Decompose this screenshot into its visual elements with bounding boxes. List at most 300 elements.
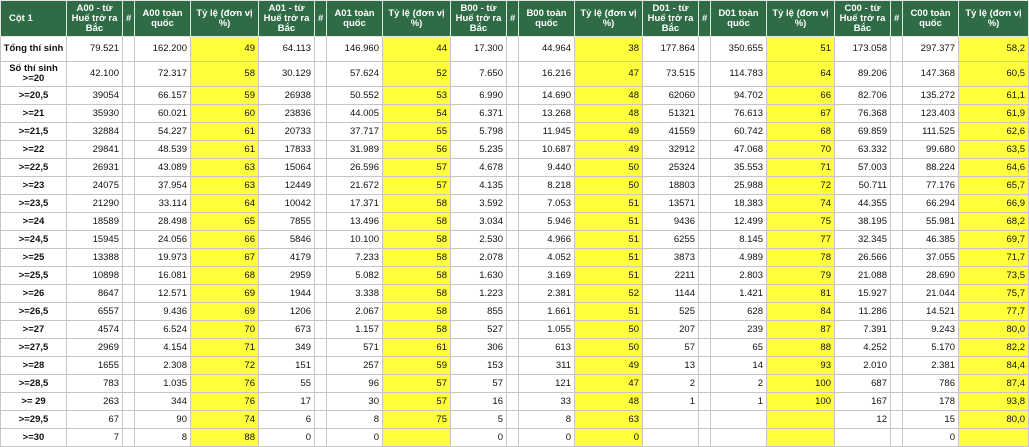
table-cell[interactable] <box>123 393 135 411</box>
table-cell[interactable]: 24075 <box>67 177 123 195</box>
table-cell[interactable] <box>699 285 711 303</box>
table-cell[interactable]: 5.170 <box>903 339 959 357</box>
percent-cell[interactable]: 50 <box>575 321 643 339</box>
table-cell[interactable]: 7.650 <box>451 62 507 87</box>
table-cell[interactable] <box>315 195 327 213</box>
table-cell[interactable]: 10898 <box>67 267 123 285</box>
table-cell[interactable]: 3.169 <box>519 267 575 285</box>
table-cell[interactable] <box>315 231 327 249</box>
table-cell[interactable] <box>699 411 711 429</box>
table-cell[interactable]: 1944 <box>259 285 315 303</box>
table-cell[interactable] <box>699 87 711 105</box>
table-cell[interactable] <box>891 105 903 123</box>
percent-cell[interactable]: 87,4 <box>959 375 1029 393</box>
table-cell[interactable]: 24.056 <box>135 231 191 249</box>
table-cell[interactable]: 1 <box>711 393 767 411</box>
table-cell[interactable]: 66.157 <box>135 87 191 105</box>
table-cell[interactable] <box>123 411 135 429</box>
table-cell[interactable] <box>699 231 711 249</box>
table-cell[interactable]: 147.368 <box>903 62 959 87</box>
column-header[interactable]: Tỷ lệ (đơn vị %) <box>959 1 1029 37</box>
table-cell[interactable] <box>123 159 135 177</box>
table-cell[interactable]: 32884 <box>67 123 123 141</box>
table-cell[interactable] <box>699 429 711 447</box>
percent-cell[interactable]: 48 <box>575 87 643 105</box>
table-cell[interactable]: 0 <box>519 429 575 447</box>
table-cell[interactable]: 5.946 <box>519 213 575 231</box>
table-cell[interactable]: 297.377 <box>903 37 959 62</box>
table-cell[interactable] <box>315 303 327 321</box>
column-header[interactable]: Tỷ lệ (đơn vị %) <box>575 1 643 37</box>
percent-cell[interactable]: 51 <box>575 231 643 249</box>
table-cell[interactable] <box>891 339 903 357</box>
table-cell[interactable] <box>699 393 711 411</box>
table-cell[interactable]: 525 <box>643 303 699 321</box>
percent-cell[interactable]: 84,4 <box>959 357 1029 375</box>
table-cell[interactable]: 9.440 <box>519 159 575 177</box>
table-cell[interactable]: 89.206 <box>835 62 891 87</box>
table-cell[interactable] <box>123 87 135 105</box>
table-cell[interactable]: 15.927 <box>835 285 891 303</box>
table-cell[interactable] <box>507 213 519 231</box>
table-cell[interactable]: 571 <box>327 339 383 357</box>
table-cell[interactable]: 25324 <box>643 159 699 177</box>
table-cell[interactable]: 32912 <box>643 141 699 159</box>
table-cell[interactable]: 121 <box>519 375 575 393</box>
percent-cell[interactable]: 0 <box>575 429 643 447</box>
table-cell[interactable]: 64.113 <box>259 37 315 62</box>
table-cell[interactable]: 55.981 <box>903 213 959 231</box>
table-cell[interactable]: 15 <box>903 411 959 429</box>
table-cell[interactable]: 4.966 <box>519 231 575 249</box>
row-label[interactable]: >=29,5 <box>1 411 67 429</box>
percent-cell[interactable]: 62,6 <box>959 123 1029 141</box>
table-cell[interactable]: 43.089 <box>135 159 191 177</box>
table-cell[interactable]: 17833 <box>259 141 315 159</box>
table-cell[interactable]: 7 <box>67 429 123 447</box>
percent-cell[interactable] <box>383 429 451 447</box>
table-cell[interactable] <box>643 411 699 429</box>
table-cell[interactable] <box>699 177 711 195</box>
table-cell[interactable]: 66.294 <box>903 195 959 213</box>
table-cell[interactable] <box>507 249 519 267</box>
table-cell[interactable] <box>891 375 903 393</box>
percent-cell[interactable]: 51 <box>575 267 643 285</box>
table-cell[interactable]: 5846 <box>259 231 315 249</box>
table-cell[interactable]: 57.624 <box>327 62 383 87</box>
table-cell[interactable]: 1.035 <box>135 375 191 393</box>
table-cell[interactable] <box>891 231 903 249</box>
table-cell[interactable] <box>891 141 903 159</box>
table-cell[interactable]: 123.403 <box>903 105 959 123</box>
table-cell[interactable]: 37.717 <box>327 123 383 141</box>
table-cell[interactable]: 13 <box>643 357 699 375</box>
table-cell[interactable] <box>699 195 711 213</box>
percent-cell[interactable]: 78 <box>767 249 835 267</box>
table-cell[interactable]: 7855 <box>259 213 315 231</box>
percent-cell[interactable]: 61 <box>383 339 451 357</box>
table-cell[interactable]: 14 <box>711 357 767 375</box>
table-cell[interactable]: 15945 <box>67 231 123 249</box>
column-header[interactable]: B00 toàn quốc <box>519 1 575 37</box>
table-cell[interactable] <box>699 105 711 123</box>
percent-cell[interactable]: 58 <box>383 267 451 285</box>
table-cell[interactable] <box>315 285 327 303</box>
table-cell[interactable]: 1206 <box>259 303 315 321</box>
table-cell[interactable]: 18.383 <box>711 195 767 213</box>
row-label[interactable]: >=24 <box>1 213 67 231</box>
percent-cell[interactable]: 76 <box>191 393 259 411</box>
percent-cell[interactable]: 49 <box>575 123 643 141</box>
table-cell[interactable]: 5.798 <box>451 123 507 141</box>
percent-cell[interactable]: 58 <box>383 231 451 249</box>
table-cell[interactable] <box>123 231 135 249</box>
row-label[interactable]: >=22,5 <box>1 159 67 177</box>
table-cell[interactable]: 37.055 <box>903 249 959 267</box>
percent-cell[interactable]: 57 <box>383 375 451 393</box>
table-cell[interactable] <box>123 339 135 357</box>
table-cell[interactable] <box>835 429 891 447</box>
percent-cell[interactable]: 66 <box>191 231 259 249</box>
table-cell[interactable]: 306 <box>451 339 507 357</box>
percent-cell[interactable]: 66 <box>767 87 835 105</box>
table-cell[interactable]: 7.391 <box>835 321 891 339</box>
table-cell[interactable] <box>891 411 903 429</box>
table-cell[interactable]: 35.553 <box>711 159 767 177</box>
table-cell[interactable]: 7.053 <box>519 195 575 213</box>
table-cell[interactable] <box>315 249 327 267</box>
table-cell[interactable] <box>123 37 135 62</box>
percent-cell[interactable]: 63 <box>575 411 643 429</box>
table-cell[interactable] <box>699 303 711 321</box>
percent-cell[interactable]: 67 <box>191 249 259 267</box>
table-cell[interactable] <box>891 195 903 213</box>
table-cell[interactable]: 96 <box>327 375 383 393</box>
table-cell[interactable] <box>507 37 519 62</box>
column-header[interactable]: D01 toàn quốc <box>711 1 767 37</box>
table-cell[interactable]: 90 <box>135 411 191 429</box>
table-cell[interactable] <box>891 267 903 285</box>
percent-cell[interactable]: 71 <box>191 339 259 357</box>
percent-cell[interactable]: 87 <box>767 321 835 339</box>
table-cell[interactable] <box>315 429 327 447</box>
table-cell[interactable]: 31.989 <box>327 141 383 159</box>
table-cell[interactable]: 4.252 <box>835 339 891 357</box>
table-cell[interactable]: 13571 <box>643 195 699 213</box>
table-cell[interactable]: 0 <box>451 429 507 447</box>
table-cell[interactable] <box>123 375 135 393</box>
table-cell[interactable] <box>891 321 903 339</box>
percent-cell[interactable]: 61 <box>191 123 259 141</box>
percent-cell[interactable]: 51 <box>575 303 643 321</box>
table-cell[interactable]: 73.515 <box>643 62 699 87</box>
table-cell[interactable] <box>123 321 135 339</box>
row-label[interactable]: >=21 <box>1 105 67 123</box>
percent-cell[interactable]: 64,6 <box>959 159 1029 177</box>
table-cell[interactable]: 3.338 <box>327 285 383 303</box>
column-header[interactable]: C00 toàn quốc <box>903 1 959 37</box>
percent-cell[interactable]: 47 <box>575 62 643 87</box>
table-cell[interactable]: 2 <box>711 375 767 393</box>
table-cell[interactable]: 2.803 <box>711 267 767 285</box>
table-cell[interactable] <box>643 429 699 447</box>
table-cell[interactable]: 1 <box>643 393 699 411</box>
table-cell[interactable] <box>711 429 767 447</box>
table-cell[interactable] <box>315 321 327 339</box>
percent-cell[interactable]: 51 <box>767 37 835 62</box>
table-cell[interactable]: 12449 <box>259 177 315 195</box>
percent-cell[interactable]: 68 <box>767 123 835 141</box>
table-cell[interactable] <box>699 37 711 62</box>
percent-cell[interactable]: 47 <box>575 375 643 393</box>
percent-cell[interactable]: 93,8 <box>959 393 1029 411</box>
percent-cell[interactable]: 88 <box>767 339 835 357</box>
table-cell[interactable]: 6.371 <box>451 105 507 123</box>
table-cell[interactable]: 2.381 <box>519 285 575 303</box>
table-cell[interactable] <box>891 285 903 303</box>
table-cell[interactable]: 2.078 <box>451 249 507 267</box>
row-label[interactable]: Số thí sinh >=20 <box>1 62 67 87</box>
table-cell[interactable]: 1.630 <box>451 267 507 285</box>
table-cell[interactable] <box>891 213 903 231</box>
percent-cell[interactable]: 80,0 <box>959 411 1029 429</box>
table-cell[interactable]: 3.034 <box>451 213 507 231</box>
column-header[interactable]: B00 - từ Huế trở ra Bắc <box>451 1 507 37</box>
column-header[interactable]: A00 - từ Huế trở ra Bắc <box>67 1 123 37</box>
table-cell[interactable]: 114.783 <box>711 62 767 87</box>
table-cell[interactable] <box>699 62 711 87</box>
percent-cell[interactable]: 76 <box>191 375 259 393</box>
table-cell[interactable]: 2959 <box>259 267 315 285</box>
percent-cell[interactable]: 61,9 <box>959 105 1029 123</box>
table-cell[interactable] <box>699 375 711 393</box>
table-cell[interactable]: 29841 <box>67 141 123 159</box>
row-label[interactable]: >=27,5 <box>1 339 67 357</box>
percent-cell[interactable]: 51 <box>575 249 643 267</box>
table-cell[interactable]: 99.680 <box>903 141 959 159</box>
table-cell[interactable]: 79.521 <box>67 37 123 62</box>
table-cell[interactable] <box>507 62 519 87</box>
table-cell[interactable]: 12 <box>835 411 891 429</box>
table-cell[interactable] <box>123 105 135 123</box>
table-cell[interactable]: 4.052 <box>519 249 575 267</box>
table-cell[interactable] <box>315 393 327 411</box>
row-label[interactable]: >=23,5 <box>1 195 67 213</box>
percent-cell[interactable]: 82,2 <box>959 339 1029 357</box>
table-cell[interactable]: 11.945 <box>519 123 575 141</box>
table-cell[interactable]: 257 <box>327 357 383 375</box>
percent-cell[interactable]: 71,7 <box>959 249 1029 267</box>
table-cell[interactable]: 35930 <box>67 105 123 123</box>
table-cell[interactable]: 15064 <box>259 159 315 177</box>
percent-cell[interactable]: 49 <box>191 37 259 62</box>
row-label[interactable]: >=28 <box>1 357 67 375</box>
table-cell[interactable]: 60.742 <box>711 123 767 141</box>
table-cell[interactable]: 28.690 <box>903 267 959 285</box>
table-cell[interactable] <box>507 267 519 285</box>
table-cell[interactable]: 1.223 <box>451 285 507 303</box>
table-cell[interactable] <box>891 177 903 195</box>
table-cell[interactable]: 51321 <box>643 105 699 123</box>
table-cell[interactable] <box>699 267 711 285</box>
table-cell[interactable] <box>315 105 327 123</box>
percent-cell[interactable]: 58 <box>383 285 451 303</box>
table-cell[interactable]: 50.711 <box>835 177 891 195</box>
table-cell[interactable]: 26938 <box>259 87 315 105</box>
table-cell[interactable]: 263 <box>67 393 123 411</box>
table-cell[interactable]: 10.687 <box>519 141 575 159</box>
table-cell[interactable]: 2969 <box>67 339 123 357</box>
table-cell[interactable]: 1.421 <box>711 285 767 303</box>
table-cell[interactable]: 57 <box>643 339 699 357</box>
table-cell[interactable]: 82.706 <box>835 87 891 105</box>
column-header[interactable]: Tỷ lệ (đơn vị %) <box>767 1 835 37</box>
row-label[interactable]: >= 29 <box>1 393 67 411</box>
table-cell[interactable] <box>123 213 135 231</box>
table-cell[interactable]: 2.381 <box>903 357 959 375</box>
table-cell[interactable]: 9.243 <box>903 321 959 339</box>
table-cell[interactable] <box>123 249 135 267</box>
table-cell[interactable]: 23836 <box>259 105 315 123</box>
percent-cell[interactable]: 77 <box>767 231 835 249</box>
percent-cell[interactable]: 58 <box>383 303 451 321</box>
percent-cell[interactable]: 65,7 <box>959 177 1029 195</box>
table-cell[interactable]: 135.272 <box>903 87 959 105</box>
table-cell[interactable] <box>123 195 135 213</box>
table-cell[interactable]: 178 <box>903 393 959 411</box>
percent-cell[interactable]: 63,5 <box>959 141 1029 159</box>
table-cell[interactable]: 62060 <box>643 87 699 105</box>
table-cell[interactable]: 8 <box>519 411 575 429</box>
table-cell[interactable] <box>699 141 711 159</box>
table-cell[interactable]: 4.154 <box>135 339 191 357</box>
table-cell[interactable]: 55 <box>259 375 315 393</box>
table-cell[interactable]: 687 <box>835 375 891 393</box>
table-cell[interactable] <box>507 105 519 123</box>
table-cell[interactable]: 162.200 <box>135 37 191 62</box>
row-label[interactable]: >=30 <box>1 429 67 447</box>
percent-cell[interactable]: 71 <box>767 159 835 177</box>
table-cell[interactable]: 47.068 <box>711 141 767 159</box>
table-cell[interactable] <box>891 249 903 267</box>
table-cell[interactable] <box>123 267 135 285</box>
percent-cell[interactable]: 77,7 <box>959 303 1029 321</box>
table-cell[interactable]: 44.005 <box>327 105 383 123</box>
table-cell[interactable] <box>699 159 711 177</box>
table-cell[interactable]: 13.496 <box>327 213 383 231</box>
table-cell[interactable]: 146.960 <box>327 37 383 62</box>
table-cell[interactable]: 2 <box>643 375 699 393</box>
column-header-label[interactable]: Cột 1 <box>1 1 67 37</box>
table-cell[interactable]: 153 <box>451 357 507 375</box>
table-cell[interactable]: 1144 <box>643 285 699 303</box>
percent-cell[interactable]: 67 <box>767 105 835 123</box>
table-cell[interactable]: 1.055 <box>519 321 575 339</box>
table-cell[interactable] <box>123 303 135 321</box>
table-cell[interactable]: 21.044 <box>903 285 959 303</box>
table-cell[interactable]: 16.081 <box>135 267 191 285</box>
table-cell[interactable]: 177.864 <box>643 37 699 62</box>
row-label[interactable]: >=27 <box>1 321 67 339</box>
table-cell[interactable]: 76.613 <box>711 105 767 123</box>
table-cell[interactable]: 19.973 <box>135 249 191 267</box>
percent-cell[interactable]: 64 <box>191 195 259 213</box>
percent-cell[interactable] <box>767 429 835 447</box>
table-cell[interactable] <box>315 213 327 231</box>
percent-cell[interactable]: 58 <box>383 213 451 231</box>
table-cell[interactable]: 20733 <box>259 123 315 141</box>
table-cell[interactable]: 32.345 <box>835 231 891 249</box>
table-cell[interactable]: 13388 <box>67 249 123 267</box>
table-cell[interactable] <box>315 411 327 429</box>
table-cell[interactable] <box>315 159 327 177</box>
table-cell[interactable]: 25.988 <box>711 177 767 195</box>
percent-cell[interactable]: 52 <box>575 285 643 303</box>
percent-cell[interactable]: 55 <box>383 123 451 141</box>
percent-cell[interactable]: 73,5 <box>959 267 1029 285</box>
table-cell[interactable]: 6.990 <box>451 87 507 105</box>
table-cell[interactable] <box>123 123 135 141</box>
percent-cell[interactable]: 81 <box>767 285 835 303</box>
table-cell[interactable]: 8647 <box>67 285 123 303</box>
table-cell[interactable]: 344 <box>135 393 191 411</box>
table-cell[interactable]: 67 <box>67 411 123 429</box>
table-cell[interactable]: 41559 <box>643 123 699 141</box>
percent-cell[interactable]: 58,2 <box>959 37 1029 62</box>
table-cell[interactable]: 0 <box>903 429 959 447</box>
table-cell[interactable]: 5 <box>451 411 507 429</box>
table-cell[interactable]: 33.114 <box>135 195 191 213</box>
table-cell[interactable] <box>891 159 903 177</box>
table-cell[interactable]: 527 <box>451 321 507 339</box>
percent-cell[interactable]: 68 <box>191 267 259 285</box>
column-header[interactable]: A01 - từ Huế trở ra Bắc <box>259 1 315 37</box>
table-cell[interactable]: 30.129 <box>259 62 315 87</box>
table-cell[interactable]: 8 <box>327 411 383 429</box>
table-cell[interactable] <box>507 195 519 213</box>
percent-cell[interactable]: 69 <box>191 285 259 303</box>
percent-cell[interactable]: 51 <box>575 213 643 231</box>
column-header[interactable]: # <box>315 1 327 37</box>
table-cell[interactable]: 57.003 <box>835 159 891 177</box>
table-cell[interactable]: 33 <box>519 393 575 411</box>
table-cell[interactable]: 6557 <box>67 303 123 321</box>
table-cell[interactable]: 37.954 <box>135 177 191 195</box>
percent-cell[interactable]: 100 <box>767 375 835 393</box>
column-header[interactable]: Tỷ lệ (đơn vị %) <box>383 1 451 37</box>
table-cell[interactable]: 613 <box>519 339 575 357</box>
percent-cell[interactable]: 75 <box>383 411 451 429</box>
table-cell[interactable]: 8.145 <box>711 231 767 249</box>
column-header[interactable]: A01 toàn quốc <box>327 1 383 37</box>
table-cell[interactable] <box>507 141 519 159</box>
table-cell[interactable] <box>315 357 327 375</box>
percent-cell[interactable]: 59 <box>191 87 259 105</box>
table-cell[interactable] <box>315 177 327 195</box>
table-cell[interactable]: 44.355 <box>835 195 891 213</box>
table-cell[interactable]: 350.655 <box>711 37 767 62</box>
percent-cell[interactable]: 53 <box>383 87 451 105</box>
table-cell[interactable] <box>699 123 711 141</box>
percent-cell[interactable]: 61 <box>191 141 259 159</box>
table-cell[interactable]: 12.499 <box>711 213 767 231</box>
table-cell[interactable]: 88.224 <box>903 159 959 177</box>
table-cell[interactable]: 151 <box>259 357 315 375</box>
table-cell[interactable] <box>891 429 903 447</box>
percent-cell[interactable]: 58 <box>383 321 451 339</box>
table-cell[interactable] <box>699 339 711 357</box>
table-cell[interactable]: 10.100 <box>327 231 383 249</box>
